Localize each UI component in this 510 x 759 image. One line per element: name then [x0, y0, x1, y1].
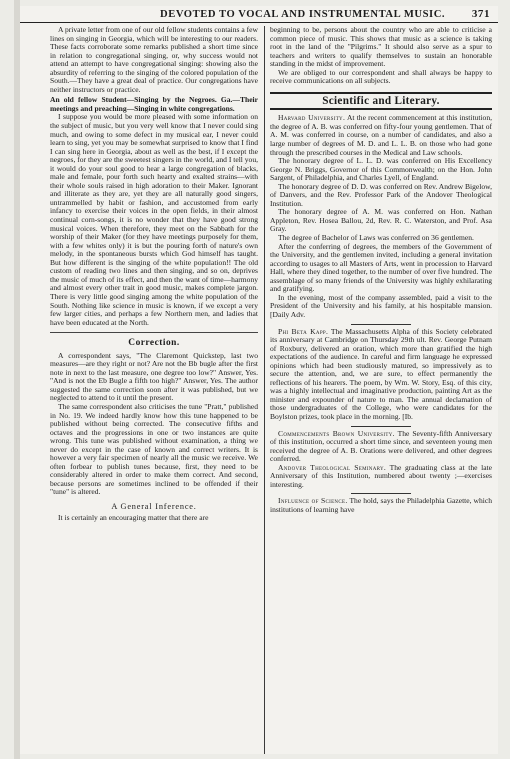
georgia-letter-body: I suppose you would be more pleased with some information on the subject of music, but you very well know that I never could sing much, and owing to some defect in my musical ear, I never could learn to sing, yet you may be somewhat surprised to know that I find I can sing here in Georgia, about as well as the best, if I except the negroes, for they are the sweetest singers in the world, and I tell you, it would do your soul good to hear a large congregation of blacks, male and female, pour forth such hearty and exalted strains—with their whole souls raised in high adoration to their Maker. Ignorant and illiterate as they are, yet they are all naturally good singers, untrammelled by habit or fashion, and accustomed from early infancy to exercise their voices in the open fields, in their almost continual corn-songs, it is no wonder that they have good strong musical voices. When therefore, they meet on the Sabbath for the worship of their Maker (for they have meetings purposely for them, with a few whites only) it is but the pouring forth of nature's own melody, in the spontaneous bursts which God himself has taught. But how different is the singing of the white population!! The old custom of reading two lines and then singing, and so on, deprives the music of much of its effect, and then the want of time—harmony and almost every other trait in good music, makes complete jargon. There is very little good singing among the white population of the South. Nothing like science in music is known, if we except a very few larger cities, and perhaps a few Northern men, and ladies that have been educated at the North. [50, 112, 258, 327]
short-divider-2 [351, 426, 411, 427]
harvard-paragraph: Harvard University. At the recent commencement at this institution, the degree of A. B. was conferred on fifty-four young gentlemen. That of A. M. was conferred in course, on a number of candidates, and also a large number of degrees of M. D. and L. L. B. on those who had gone through the prescribed courses in the Medical and Law schools. [270, 113, 492, 157]
left-column [50, 26, 258, 522]
right-column [270, 26, 492, 514]
running-header [20, 6, 498, 23]
correction-heading: Correction. [128, 338, 180, 349]
phi-beta-lead: Phi Beta Kapp. [278, 326, 329, 336]
lld-paragraph: The honorary degree of L. L. D. was conferred on His Excellency George N. Briggs, Governor of this Commonwealth; on the Hon. John Sargent, of Philadelphia, and Charles Lyell, of England. [270, 156, 492, 183]
science-paragraph: Influence of Science. The hold, says the Philadelphia Gazette, which institutions of learning have [270, 496, 492, 514]
column-rule [264, 26, 265, 754]
general-inference-paragraph: It is certainly an encouraging matter that there are [58, 512, 209, 522]
short-divider-3 [351, 493, 411, 494]
procession-paragraph: After the conferring of degrees, the members of the Government of the University, and the gentlemen invited, including a general invitation according to usages to all Masters of Arts, went in procession to Harvard Hall, where they dined together, to the number of over five hundred. The assemblage of so many friends of the University was highly exhilarating and gratifying. [270, 241, 492, 294]
header-title: DEVOTED TO VOCAL AND INSTRUMENTAL MUSIC. [160, 9, 446, 20]
andover-paragraph: Andover Theological Seminary. The graduating class at the late Anniversary of this Institution, numbered about twenty ;—exercises interesting. [270, 462, 492, 489]
intro-paragraph: A private letter from one of our old fellow students contains a few lines on singing in Georgia, which will be interesting to our readers. These facts corroborate some remarks published a short time since in relation to congregational singing, or, why success would not attend an attempt to have congregational singing: showing also the absurdity of referring to the singing of the colored population of the South.—They have a great deal of practice. Our congregations have neither instructors or practice. [50, 25, 258, 94]
correspondent-note: We are obliged to our correspondent and shall always be happy to receive communications on all subjects. [270, 67, 492, 86]
scientific-literary-heading: Scientific and Literary. [270, 92, 492, 111]
phi-beta-paragraph: Phi Beta Kapp. The Massachusetts Alpha of this Society celebrated its anniversary at Cambridge on Thursday 29th ult. Rev. George Putnam of Roxbury, delivered an oration, which more than gratified the high expectations of the audience. In careful and firm language he expressed opinions which had been studiously matured, so impressively as to secure the attention, and, we are sure, to effect permanently the reflections of his hearers. The poem, by Wm. W. Story, Esq. of this city, was a highly intellectual and imaginative production, painting Art as the minister and expounder of nature to man. The annual declamation of those undergraduates of the College, who were candidates for the Boylston prizes, took place in the morning. [Ib. [270, 326, 492, 421]
dd-paragraph: The honorary degree of D. D. was conferred on Rev. Andrew Bigelow, of Danvers, and the Rev. Professor Park of the Andover Theological Institution. [270, 181, 492, 208]
general-inference-heading: A General Inference. [111, 501, 197, 511]
georgia-letter-heading: An old fellow Student—Singing by the Negroes. Ga.—Their meetings and preaching—Singing in white congregations. [50, 95, 258, 113]
correction-paragraph-2: The same correspondent also criticises the tune "Pratt," published in No. 19. We indeed hardly know how this tune happened to be published without being corrected. The consecutive fifths and octaves and the progressions in one or two instances are quite wrong. This tune was published without examination, a thing we never do except in the case of known and correct writers. It is however a very fair specimen of nearly all the music we receive. We often forbear to publish tunes because, first, they need to be considerably altered in order to make them correct. And second, because persons are sometimes inclined to be offended if their "tune" is altered. [50, 401, 258, 497]
am-paragraph: The honorary degree of A. M. was conferred on Hon. Nathan Appleton, Rev. Hosea Ballou, 2d, Rev. R. C. Waterston, and Prof. Asa Gray. [270, 207, 492, 234]
section-divider [50, 332, 258, 333]
evening-paragraph: In the evening, most of the company assembled, paid a visit to the President of the University and his family, at his hospitable mansion. [Daily Adv. [270, 292, 492, 319]
short-divider [351, 324, 411, 325]
llb-paragraph: The degree of Bachelor of Laws was conferred on 36 gentlemen. [278, 233, 474, 243]
correction-paragraph-1: A correspondent says, "The Claremont Quickstep, last two measures—are they right or not? Are not the Bb bugle after the first note in next to the last measure, one degree too low?" Answer, Yes. "And is not the Eb Bugle a fifth too high?" Answer, Yes. The author suggested the same correction soon after it was published, but we neglected to attend to it until the present. [50, 350, 258, 403]
andover-lead: Andover Theological Seminary. [278, 462, 387, 472]
inference-continuation: beginning to be, persons about the country who are able to criticise a common piece of music. This shows that music as a science is taking root in the land of the "Pilgrims." It should also serve as a spur to teachers and writers to qualify themselves to sustain an honorable standing in the midst of improvement. [270, 25, 492, 69]
page-number: 371 [471, 8, 490, 20]
brown-lead: Commencements Brown University. [278, 428, 395, 438]
newspaper-page [20, 6, 498, 754]
science-lead: Influence of Science. [278, 496, 348, 506]
brown-paragraph: Commencements Brown University. The Seventy-fifth Anniversary of this institution, occurred a short time since, and seventeen young men received the degree of A. B. Orations were delivered, and other degrees conferred. [270, 428, 492, 464]
harvard-lead: Harvard University. [278, 113, 346, 123]
